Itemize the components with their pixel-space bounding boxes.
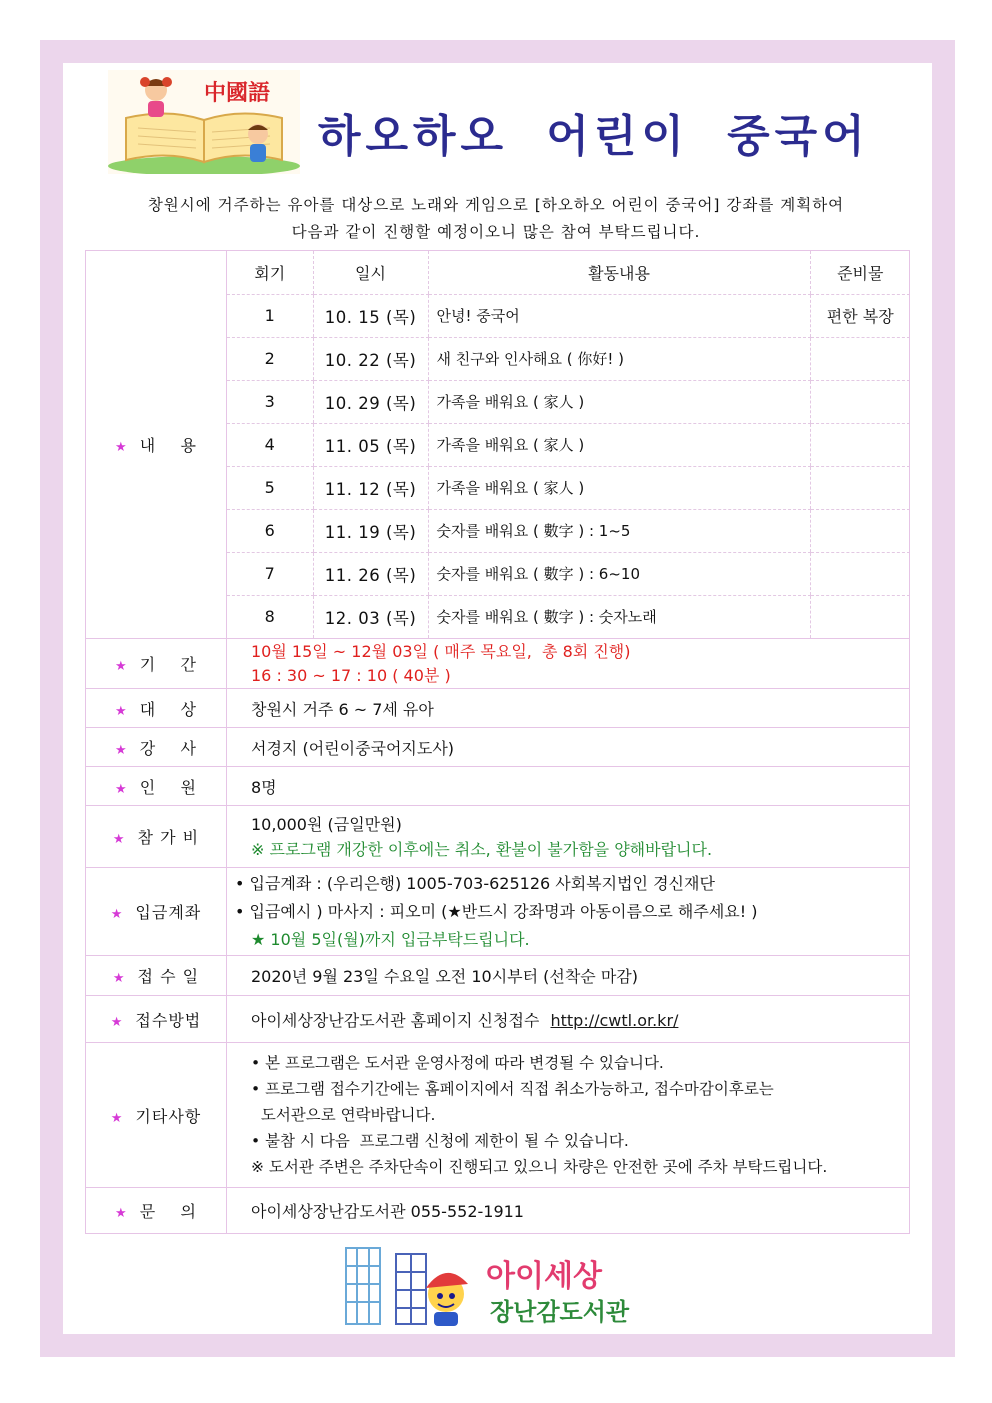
schedule-row [227, 509, 910, 552]
label-cell [86, 251, 227, 639]
session-no: 2 [227, 337, 313, 380]
schedule-table [227, 251, 910, 638]
session-date: 10. 15 (목) [313, 294, 428, 337]
label-period: 기 간 [139, 655, 197, 674]
session-activity: 가족을 배워요 ( 家人 ) [428, 466, 810, 509]
row-target [86, 689, 910, 728]
session-no: 6 [227, 509, 313, 552]
session-supplies [810, 337, 910, 380]
reception-date-value: 2020년 9월 23일 수요일 오전 10시부터 (선착순 마감) [227, 956, 910, 996]
row-deposit [86, 868, 910, 956]
logo-subtitle: 장난감도서관 [490, 1298, 630, 1326]
schedule-header-row [227, 251, 910, 294]
page-title: 하오하오 어린이 중국어 [318, 111, 870, 162]
session-supplies [810, 552, 910, 595]
session-activity: 숫자를 배워요 ( 數字 ) : 6~10 [428, 552, 810, 595]
note-line-3: 도서관으로 연락바랍니다. [251, 1106, 436, 1124]
session-no: 7 [227, 552, 313, 595]
session-date: 11. 26 (목) [313, 552, 428, 595]
note-line-5: ※ 도서관 주변은 주차단속이 진행되고 있으니 차량은 안전한 곳에 주차 부탁드립니다. [251, 1158, 828, 1176]
period-time: 16 : 30 ~ 17 : 10 ( 40분 ) [251, 665, 451, 685]
label-reception-date: 접 수 일 [137, 967, 200, 986]
session-activity: 숫자를 배워요 ( 數字 ) : 숫자노래 [428, 595, 810, 638]
row-period [86, 639, 910, 689]
session-supplies [810, 423, 910, 466]
info-table [85, 250, 910, 1234]
star-icon: ★ [110, 1110, 124, 1126]
session-supplies [810, 595, 910, 638]
row-instructor [86, 728, 910, 767]
star-icon: ★ [115, 1206, 128, 1221]
star-icon: ★ [115, 742, 128, 758]
row-notes [86, 1043, 910, 1188]
session-supplies [810, 466, 910, 509]
session-supplies [810, 380, 910, 423]
session-supplies [810, 509, 910, 552]
note-line-2: • 프로그램 접수기간에는 홈페이지에서 직접 취소가능하고, 접수마감이후로는 [251, 1080, 774, 1098]
row-content [86, 251, 910, 639]
star-icon: ★ [110, 907, 124, 922]
capacity-value: 8명 [227, 767, 910, 806]
inquiry-value: 아이세상장난감도서관 055-552-1911 [227, 1188, 910, 1234]
reception-method-text: 아이세상장난감도서관 홈페이지 신청접수 [251, 1010, 540, 1030]
header-date: 일시 [313, 251, 428, 294]
star-icon: ★ [115, 781, 128, 797]
label-content: 내 용 [139, 436, 197, 455]
schedule-row [227, 337, 910, 380]
deposit-account: • 입금계좌 : (우리은행) 1005-703-625126 사회복지법인 경신재단 [235, 873, 715, 893]
deposit-deadline: ★ 10월 5일(월)까지 입금부탁드립니다. [251, 929, 530, 949]
session-activity: 새 친구와 인사해요 ( 你好! ) [428, 337, 810, 380]
label-fee: 참 가 비 [137, 828, 200, 847]
session-activity: 가족을 배워요 ( 家人 ) [428, 423, 810, 466]
star-icon: ★ [112, 832, 126, 847]
row-inquiry [86, 1188, 910, 1234]
label-notes: 기타사항 [135, 1106, 202, 1126]
star-icon: ★ [115, 659, 128, 674]
target-value: 창원시 거주 6 ~ 7세 유아 [227, 689, 910, 728]
star-icon: ★ [115, 703, 128, 719]
session-no: 1 [227, 294, 313, 337]
row-fee [86, 806, 910, 868]
header-session: 회기 [227, 251, 313, 294]
logo-name: 아이세상 [486, 1259, 602, 1294]
period-dates: 10월 15일 ~ 12월 03일 ( 매주 목요일, 총 8회 진행) [251, 641, 631, 661]
label-reception-method: 접수방법 [135, 1010, 202, 1030]
row-reception-method [86, 996, 910, 1043]
session-date: 11. 12 (목) [313, 466, 428, 509]
label-capacity: 인 원 [139, 777, 197, 797]
session-activity: 가족을 배워요 ( 家人 ) [428, 380, 810, 423]
header-supplies: 준비물 [810, 251, 910, 294]
session-activity: 숫자를 배워요 ( 數字 ) : 1~5 [428, 509, 810, 552]
intro-line-1: 창원시에 거주하는 유아를 대상으로 노래와 게임으로 [하오하오 어린이 중국어] 강좌를 계획하여 [147, 196, 845, 214]
note-line-4: • 불참 시 다음 프로그램 신청에 제한이 될 수 있습니다. [251, 1132, 629, 1150]
header-activity: 활동내용 [428, 251, 810, 294]
session-date: 10. 29 (목) [313, 380, 428, 423]
deposit-example: • 입금예시 ) 마사지 : 피오미 (★반드시 강좌명과 아동이름으로 해주세요! ) [235, 901, 758, 921]
schedule-row [227, 294, 910, 337]
session-no: 5 [227, 466, 313, 509]
session-date: 12. 03 (목) [313, 595, 428, 638]
session-no: 8 [264, 607, 275, 627]
session-activity: 안녕! 중국어 [428, 294, 810, 337]
session-no: 4 [227, 423, 313, 466]
label-deposit: 입금계좌 [135, 903, 202, 922]
session-date: 11. 05 (목) [313, 423, 428, 466]
star-icon: ★ [115, 440, 128, 455]
schedule-row [227, 380, 910, 423]
book-children-illustration [108, 70, 300, 174]
label-inquiry: 문 의 [139, 1202, 197, 1221]
note-line-1: • 본 프로그램은 도서관 운영사정에 따라 변경될 수 있습니다. [251, 1054, 664, 1072]
schedule-row [227, 595, 910, 638]
label-target: 대 상 [139, 699, 197, 719]
schedule-row [227, 552, 910, 595]
session-date: 11. 19 (목) [313, 509, 428, 552]
label-instructor: 강 사 [139, 738, 197, 758]
session-supplies: 편한 복장 [810, 294, 910, 337]
homepage-link[interactable]: http://cwtl.or.kr/ [550, 1010, 679, 1030]
illustration-chinese-text: 中國語 [204, 81, 271, 106]
instructor-value: 서경지 (어린이중국어지도사) [227, 728, 910, 767]
row-reception-date [86, 956, 910, 996]
star-icon: ★ [112, 971, 126, 986]
fee-refund-notice: ※ 프로그램 개강한 이후에는 취소, 환불이 불가함을 양해바랍니다. [251, 839, 713, 859]
session-date: 10. 22 (목) [313, 337, 428, 380]
schedule-row [227, 423, 910, 466]
row-capacity [86, 767, 910, 806]
intro-line-2: 다음과 같이 진행할 예정이오니 많은 참여 부탁드립니다. [291, 223, 701, 241]
intro-text [96, 192, 896, 246]
session-no: 3 [227, 380, 313, 423]
library-logo [340, 1240, 660, 1330]
fee-amount: 10,000원 (금일만원) [251, 814, 402, 834]
star-icon: ★ [110, 1014, 124, 1030]
schedule-row [227, 466, 910, 509]
